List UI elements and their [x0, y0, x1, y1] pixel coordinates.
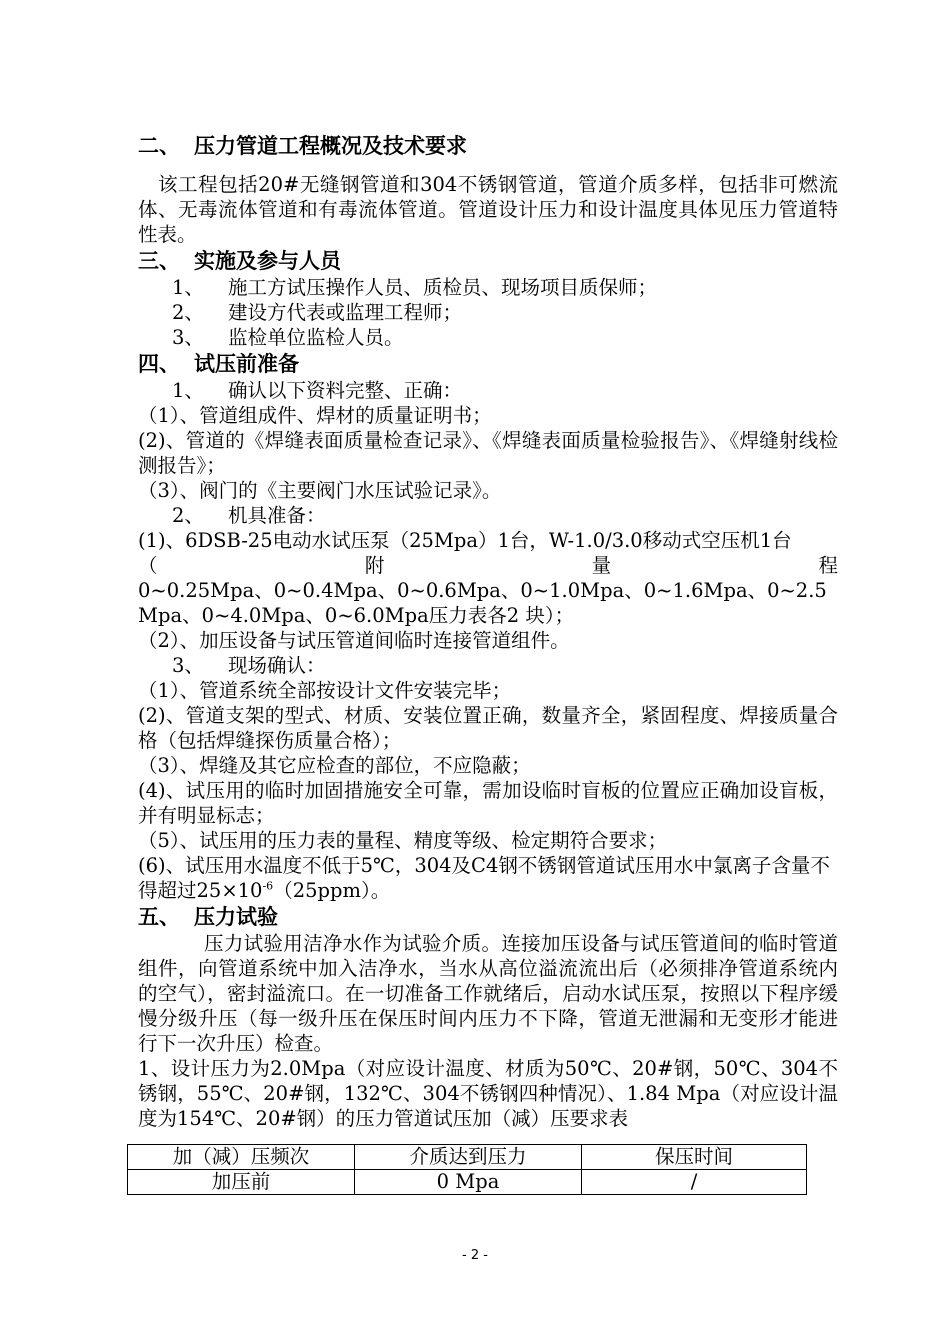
table-cell: / — [582, 1170, 807, 1195]
table-cell: 0 Mpa — [355, 1170, 582, 1195]
section-title: 压力管道工程概况及技术要求 — [194, 133, 467, 158]
list-item: (6)、试压用水温度不低于5℃，304及C4钢不锈钢管道试压用水中氯离子含量不得超过$25\times 10^{-6}(25ppm)$。 — [138, 854, 830, 902]
list-item: 1、 施工方试压操作人员、质检员、现场项目质保师； — [172, 276, 658, 299]
subsection-heading: 3、 现场确认： — [172, 654, 326, 677]
table-cell: 加压前 — [128, 1170, 355, 1195]
table-header-cell: 加（减）压频次 — [128, 1145, 355, 1170]
section-heading-3: 三、 实施及参与人员 — [138, 248, 341, 273]
list-item: (4)、试压用的临时加固措施安全可靠，需加设临时盲板的位置应正确加设盲板，并有明显标志； — [138, 779, 838, 827]
section-heading-4: 四、 试压前准备 — [138, 351, 299, 376]
list-item: （5）、试压用的压力表的量程、精度等级、检定期符合要求； — [138, 829, 668, 852]
section-heading-5: 五、 压力试验 — [138, 904, 278, 929]
paragraph: 该工程包括20#无缝钢管道和304不锈钢管道，管道介质多样，包括非可燃流体、无毒流体管道和有毒流体管道。管道设计压力和设计温度具体见压力管道特性表。 — [138, 173, 838, 246]
paragraph: 1、设计压力为2.0Mpa（对应设计温度、材质为50℃、20#钢，50℃、304不锈钢，55℃、20#钢，132℃、304不锈钢四种情况）、1.84 Mpa（对应设计温度为154℃、20#钢）的压力管道试压加（减）压要求表 — [138, 1057, 838, 1130]
table-header-cell: 介质达到压力 — [355, 1145, 582, 1170]
list-item: 0~0.25Mpa、0~0.4Mpa、0~0.6Mpa、0~1.0Mpa、0~1.6Mpa、0~2.5Mpa、0~4.0Mpa、0~6.0Mpa压力表各2 块）； — [138, 579, 827, 627]
table-row — [128, 1170, 807, 1195]
list-item: （3）、阀门的《主要阀门水压试验记录》。 — [138, 479, 502, 502]
section-title: 实施及参与人员 — [194, 248, 341, 273]
table-header-row — [128, 1145, 807, 1170]
section-heading-2: 二、 压力管道工程概况及技术要求 — [138, 133, 467, 158]
list-item: (2)、管道支架的型式、材质、安装位置正确，数量齐全，紧固程度、焊接质量合格（包括焊缝探伤质量合格）； — [138, 704, 838, 752]
list-item: 2、 建设方代表或监理工程师； — [172, 301, 463, 324]
paragraph: 压力试验用洁净水作为试验介质。连接加压设备与试压管道间的临时管道组件，向管道系统中加入洁净水，当水从高位溢流流出后（必须排净管道系统内的空气），密封溢流口。在一切准备工作就绪后，启动水试压泵，按照以下程序缓慢分级升压（每一级升压在保压时间内压力不下降，管道无泄漏和无变形才能进行下一次升压）检查。 — [138, 932, 838, 1055]
section-title: 压力试验 — [194, 904, 278, 929]
pressure-requirements-table — [127, 1144, 807, 1195]
list-item: (1)、6DSB-25电动水试压泵（25Mpa）1台，W-1.0/3.0移动式空压机1台 — [138, 529, 792, 552]
list-item: （2）、加压设备与试压管道间临时连接管道组件。 — [138, 629, 570, 652]
list-item-spread-line: （ 附 量 程 — [138, 554, 838, 577]
list-item: （1）、管道系统全部按设计文件安装完毕； — [138, 679, 512, 702]
list-item: 3、 监检单位监检人员。 — [172, 326, 404, 349]
table-header-cell: 保压时间 — [582, 1145, 807, 1170]
subsection-heading: 1、 确认以下资料完整、正确： — [172, 379, 463, 402]
document-body — [138, 132, 838, 1131]
subsection-heading: 2、 机具准备： — [172, 504, 326, 527]
list-item: (2)、管道的《焊缝表面质量检查记录》、《焊缝表面质量检验报告》、《焊缝射线检测报告》； — [138, 429, 838, 477]
section-title: 试压前准备 — [194, 351, 299, 376]
page-number: - 2 - — [462, 1248, 488, 1263]
list-item: （1）、管道组成件、焊材的质量证明书； — [138, 404, 492, 427]
list-item: （3）、焊缝及其它应检查的部位，不应隐蔽； — [138, 754, 531, 777]
